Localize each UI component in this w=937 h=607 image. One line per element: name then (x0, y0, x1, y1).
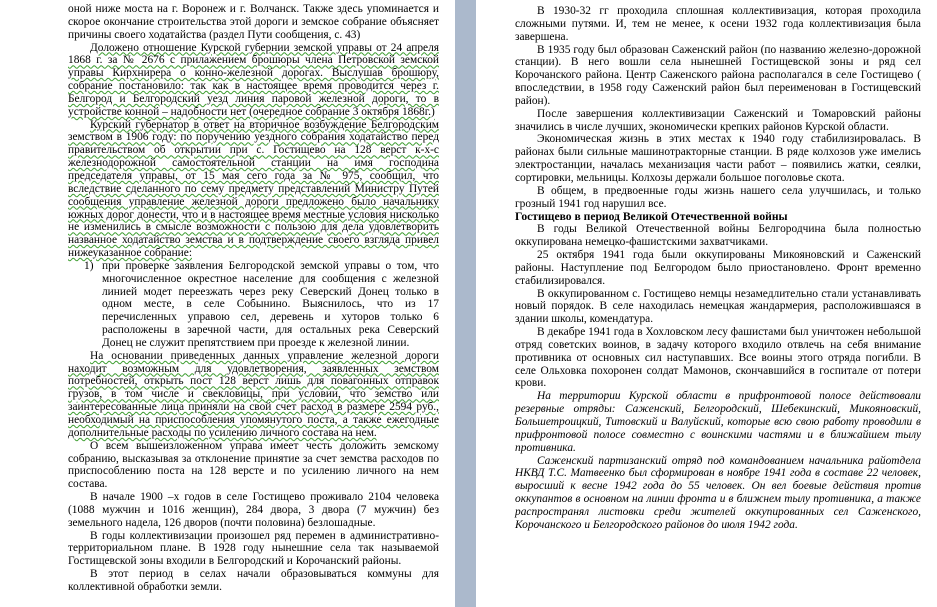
document-page-left[interactable] (0, 0, 455, 607)
list-item-text: при проверке заявления Белгородской земской управы о том, что многочисленное окрестное население для сообщения с железной линией модет переезжать через реку Северский Донец только в одном месте, в селе Собынино. Выяснилось, что из 17 перечисленных управою сел, деревень и хуторов только 6 расположены в заречной части, для остальных река Северский Донец не служит препятствием при проезде к железной линии. (102, 259, 439, 349)
paragraph: После завершения коллективизации Саженский и Томаровский районы значились в числе лучших, экономически крепких районов Курской области. (515, 107, 921, 133)
paragraph: В начале 1900 –х годов в селе Гостищево проживало 2104 человека (1088 мужчин и 1016 женщин), 284 двора, 3 двора (7 мужчин) без земельного надела, 126 дворов (почти половина) безлошадные. (68, 491, 439, 529)
paragraph: Курский губернатор в ответ на вторичное возбуждение Белгородским земством в 1906 году: по поручению уездного собрания ходатайство перед правительством об открытии при с. Гостищево на 128 верст к-х-с железнодорожной самостоятельной станции на имя господина председателя управы, от 15 мая сего года за № 975, сообщил, что вследствие сделанного по сему предмету представлений Министру Путей сообщения управление железной дороги предложено было начальнику южных дорог донести, что и в настоящее время местные условия нисколько не изменились в смысле возможности с пользою для дела удовлетворить названное ходатайство земства и в подтверждение своего взгляда привел нижеуказанное собрание: (68, 118, 439, 260)
paragraph: На территории Курской области в прифронтовой полосе действовали резервные отряды: Саженский, Белгородский, Шебекинский, Микояновский, Большетроицкий, Титовский и Валуйский, которые всю свою работу проводили в прифронтовой полосе совместно с воинскими частями и в ближайшем тылу противника. (515, 390, 921, 454)
paragraph: оной ниже моста на г. Воронеж и г. Волчанск. Также здесь упоминается и скорое окончание строительства этой дороги и земское собрание объясняет причины своего ходатайства (раздел Пути сообщения, с. 43) (68, 3, 439, 41)
paragraph: В декабре 1941 года в Хохловском лесу фашистами был уничтожен небольшой отряд советских воинов, в задачу которого входило отвлечь на себя внимание противника от основных сил наступавших. Все воины этого отряда погибли. В селе Ольховка похоронен солдат Мамонов, скончавшийся в госпитале от потери крови. (515, 326, 921, 390)
paragraph: В этот период в селах начали образовываться коммуны для коллективной обработки земли. (68, 568, 439, 593)
list-number: 1) (84, 259, 94, 272)
paragraph: Саженский партизанский отряд под командованием начальника райотдела НКВД Т.С. Матвеенко был сформирован в ноябре 1941 года в составе 22 человек, выросший к весне 1942 года до 55 человек. Он вел боевые действия против оккупантов в основном на линии фронта и в ближнем тылу противника, а также распространял листовки среди жителей оккупированных сел Саженского, Корочанского и Белгородского районов до июля 1942 года. (515, 454, 921, 531)
document-page-right[interactable] (476, 0, 937, 607)
section-heading: Гостищево в период Великой Отечественной войны (515, 209, 788, 223)
paragraph: 25 октября 1941 года были оккупированы Микояновский и Саженский районы. Наступление под Белгородом было приостановлено. Фронт временно стабилизировался. (515, 249, 921, 287)
paragraph: В 1935 году был образован Саженский район (по названию железно-дорожной станции). В него вошли села нынешней Гостищевской зоны и ряд сел Корочанского района. Центр Саженского района располагался в селе Гостищево ( впоследствии, в 1958 году Саженский район был переименован в Гостищевский район). (515, 43, 921, 107)
paragraph: В годы Великой Отечественной войны Белгородчина была полностью оккупирована немецко-фашистскими захватчиками. (515, 223, 921, 249)
paragraph: В 1930-32 гг проходила сплошная коллективизация, которая проходила сложными путями. И, тем не менее, к осени 1932 года коллективизация была завершена. (515, 5, 921, 43)
paragraph: Экономическая жизнь в этих местах к 1940 году стабилизировалась. В районах были сильные машинотракторные станции. В ряде колхозов уже имелись электростанции, началась механизация части работ – появились жатки, сеялки, сортировки, мельницы. Колхозы держали большое поголовье скота. (515, 133, 921, 184)
paragraph: В оккупированном с. Гостищево немцы незамедлительно стали устанавливать новый порядок. В селе находилась немецкая жандармерия, расположившаяся в здании школы, комендатура. (515, 287, 921, 326)
paragraph: В общем, в предвоенные годы жизнь нашего села улучшилась, и только грозный 1941 год нарушил все. (515, 184, 921, 210)
list-item (68, 260, 439, 350)
paragraph: В годы коллективизации произошел ряд перемен в административно-территориальном плане. В 1928 году нынешние села так называемой Гостищевской зоны входили в Белгородский и Корочанский районы. (68, 529, 439, 568)
paragraph: Доложено отношение Курской губернии земской управы от 24 апреля 1868 г. за № 2676 с прилажением брошюры члена Петровской земской управы Кирхнирера о конно-железной дорогах. Выслушав брошюру, собрание постановило: так как в настоящее время проводится через г. Белгород и Белгородский уезд линия паровой железной дороги, то в устройстве конной – надобности нет (очередное собрание 3 октября 1868г.) (68, 41, 439, 118)
paragraph: О всем вышеизложенном управа имеет честь доложить земскому собранию, высказывая за отклонение принятие за счет земства расходов по приспособлению поста на 128 версте и по усилению личного на нем состава. (68, 439, 439, 491)
paragraph: На основании приведенных данных управление железной дороги находит возможным для удовлетворения, заявленных земством потребностей, открыть пост 128 верст лишь для повагонных отправок грузов, в том числе и свекловицы, при условии, что земство или заинтересованные лица приняли на свой счет расход в размере 2594 руб., необходимый на приспособления упомянутого поста, а также ежегодные дополнительные расходы по усилению личного состава на нем. (68, 349, 439, 439)
